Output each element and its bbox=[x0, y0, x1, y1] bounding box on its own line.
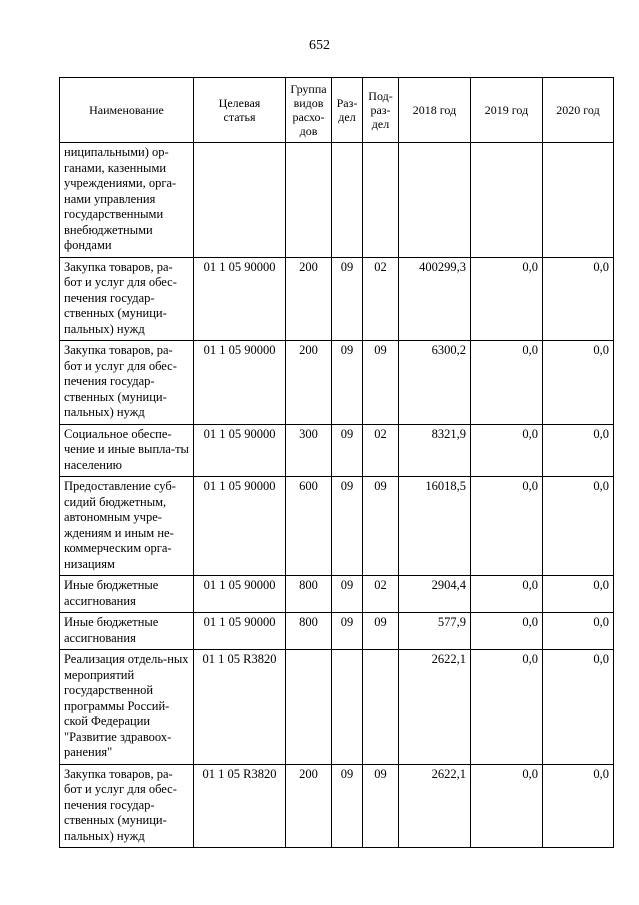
page-number: 652 bbox=[309, 38, 330, 53]
cell-y2018: 16018,5 bbox=[399, 477, 471, 576]
header-name: Наименование bbox=[60, 78, 194, 143]
cell-podrazdel bbox=[363, 143, 399, 258]
table-body bbox=[60, 143, 614, 848]
cell-razdel: 09 bbox=[332, 257, 363, 341]
cell-y2018: 400299,3 bbox=[399, 257, 471, 341]
cell-group bbox=[286, 143, 332, 258]
table-row bbox=[60, 477, 614, 576]
cell-y2018: 8321,9 bbox=[399, 424, 471, 477]
cell-name: Иные бюджетные ассигнования bbox=[60, 576, 194, 613]
cell-razdel: 09 bbox=[332, 576, 363, 613]
cell-razdel bbox=[332, 143, 363, 258]
cell-y2018: 6300,2 bbox=[399, 341, 471, 425]
header-2018: 2018 год bbox=[399, 78, 471, 143]
table-row bbox=[60, 764, 614, 848]
table-row bbox=[60, 650, 614, 765]
cell-target: 01 1 05 90000 bbox=[194, 613, 286, 650]
header-row bbox=[60, 78, 614, 143]
cell-target bbox=[194, 143, 286, 258]
cell-razdel bbox=[332, 650, 363, 765]
cell-y2019: 0,0 bbox=[471, 341, 543, 425]
header-2020: 2020 год bbox=[543, 78, 614, 143]
table-row bbox=[60, 143, 614, 258]
cell-razdel: 09 bbox=[332, 613, 363, 650]
cell-y2020: 0,0 bbox=[543, 613, 614, 650]
table-row bbox=[60, 613, 614, 650]
cell-target: 01 1 05 R3820 bbox=[194, 650, 286, 765]
cell-name: Предоставление суб-сидий бюджетным, автономным учре-ждениям и иным не-коммерческим орга-низациям bbox=[60, 477, 194, 576]
cell-y2019 bbox=[471, 143, 543, 258]
table-row bbox=[60, 424, 614, 477]
cell-y2019: 0,0 bbox=[471, 477, 543, 576]
cell-target: 01 1 05 90000 bbox=[194, 257, 286, 341]
cell-target: 01 1 05 90000 bbox=[194, 341, 286, 425]
cell-group: 600 bbox=[286, 477, 332, 576]
header-target: Целевая статья bbox=[194, 78, 286, 143]
cell-y2018: 577,9 bbox=[399, 613, 471, 650]
cell-podrazdel: 09 bbox=[363, 613, 399, 650]
cell-y2020 bbox=[543, 143, 614, 258]
cell-group: 200 bbox=[286, 764, 332, 848]
table-row bbox=[60, 576, 614, 613]
table-row bbox=[60, 341, 614, 425]
cell-y2018: 2622,1 bbox=[399, 764, 471, 848]
cell-y2019: 0,0 bbox=[471, 650, 543, 765]
cell-podrazdel: 02 bbox=[363, 424, 399, 477]
cell-target: 01 1 05 90000 bbox=[194, 424, 286, 477]
cell-razdel: 09 bbox=[332, 477, 363, 576]
cell-y2020: 0,0 bbox=[543, 477, 614, 576]
cell-target: 01 1 05 90000 bbox=[194, 477, 286, 576]
cell-target: 01 1 05 R3820 bbox=[194, 764, 286, 848]
cell-group: 300 bbox=[286, 424, 332, 477]
cell-name: Закупка товаров, ра-бот и услуг для обес-печения государ-ственных (муници-пальных) нужд bbox=[60, 764, 194, 848]
header-razdel: Раз-дел bbox=[332, 78, 363, 143]
cell-y2020: 0,0 bbox=[543, 576, 614, 613]
cell-podrazdel: 02 bbox=[363, 576, 399, 613]
cell-y2018: 2622,1 bbox=[399, 650, 471, 765]
cell-razdel: 09 bbox=[332, 764, 363, 848]
cell-y2020: 0,0 bbox=[543, 257, 614, 341]
cell-y2020: 0,0 bbox=[543, 650, 614, 765]
cell-name: Закупка товаров, ра-бот и услуг для обес-печения государ-ственных (муници-пальных) нужд bbox=[60, 341, 194, 425]
cell-group: 200 bbox=[286, 341, 332, 425]
cell-y2020: 0,0 bbox=[543, 764, 614, 848]
cell-name: Иные бюджетные ассигнования bbox=[60, 613, 194, 650]
cell-name: Социальное обеспе-чение и иные выпла-ты населению bbox=[60, 424, 194, 477]
cell-y2018 bbox=[399, 143, 471, 258]
cell-y2020: 0,0 bbox=[543, 341, 614, 425]
cell-target: 01 1 05 90000 bbox=[194, 576, 286, 613]
cell-y2019: 0,0 bbox=[471, 613, 543, 650]
header-group: Группа видов расхо-дов bbox=[286, 78, 332, 143]
header-podrazdel: Под-раз-дел bbox=[363, 78, 399, 143]
cell-podrazdel: 02 bbox=[363, 257, 399, 341]
cell-y2020: 0,0 bbox=[543, 424, 614, 477]
cell-group: 800 bbox=[286, 576, 332, 613]
table-row bbox=[60, 257, 614, 341]
cell-name: Реализация отдель-ных мероприятий государственной программы Россий-ской Федерации "Развитие здравоох-ранения" bbox=[60, 650, 194, 765]
cell-podrazdel: 09 bbox=[363, 341, 399, 425]
cell-razdel: 09 bbox=[332, 341, 363, 425]
cell-group: 800 bbox=[286, 613, 332, 650]
cell-podrazdel: 09 bbox=[363, 764, 399, 848]
cell-name: Закупка товаров, ра-бот и услуг для обес-печения государ-ственных (муници-пальных) нужд bbox=[60, 257, 194, 341]
cell-y2019: 0,0 bbox=[471, 576, 543, 613]
cell-group bbox=[286, 650, 332, 765]
cell-name: ниципальными) ор-ганами, казенными учреждениями, орга-нами управления государственными внебюджетными фондами bbox=[60, 143, 194, 258]
cell-podrazdel: 09 bbox=[363, 477, 399, 576]
budget-table bbox=[59, 77, 614, 848]
cell-y2019: 0,0 bbox=[471, 764, 543, 848]
cell-y2019: 0,0 bbox=[471, 424, 543, 477]
cell-group: 200 bbox=[286, 257, 332, 341]
header-2019: 2019 год bbox=[471, 78, 543, 143]
cell-razdel: 09 bbox=[332, 424, 363, 477]
cell-podrazdel bbox=[363, 650, 399, 765]
cell-y2018: 2904,4 bbox=[399, 576, 471, 613]
cell-y2019: 0,0 bbox=[471, 257, 543, 341]
